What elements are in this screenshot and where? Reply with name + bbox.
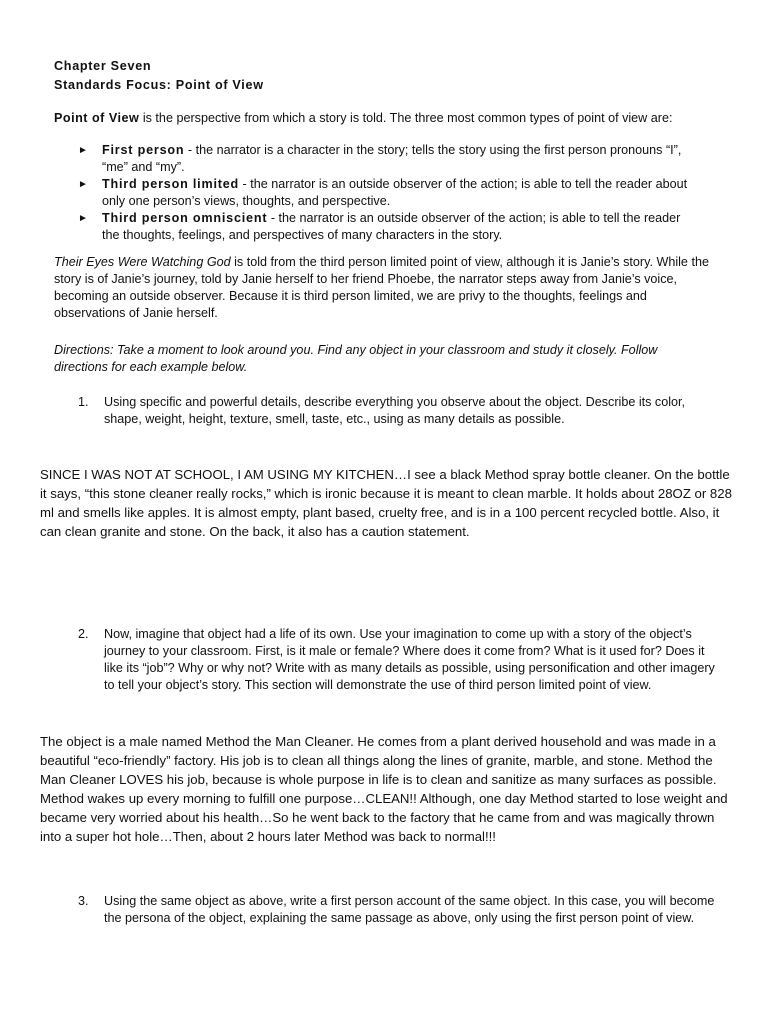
type-text: - the narrator is an outside observer of the action; is able to tell the reader about only one person’s views, thoughts, and perspective. [102,177,688,208]
arrow-bullet-icon: ► [78,145,88,156]
question-1 [78,394,718,428]
directions-text: Directions: Take a moment to look around you. Find any object in your classroom and study it closely. Follow directions for each example below. [54,343,658,374]
passage-text: is told from the third person limited point of view, although it is Janie’s story. While the story is of Janie’s journey, told by Janie herself to her friend Phoebe, the narrator steps away from Janie’s voice, becoming an outside observer. Because it is third person limited, we are privy to the thoughts, feelings and observations of Janie herself. [54,255,709,320]
question-number: 1. [78,395,89,409]
type-term: Third person limited [102,177,240,191]
type-term: First person [102,143,185,157]
question-number: 3. [78,894,89,908]
type-term: Third person omniscient [102,211,268,225]
book-title: Their Eyes Were Watching God [54,255,231,269]
intro-term: Point of View [54,111,140,125]
question-text: Now, imagine that object had a life of its own. Use your imagination to come up with a story of the object’s journey to your classroom. First, is it male or female? Where does it come from? What is it used for? Does it like its “job”? Why or why not? Write with as many details as possible, using personification and other imagery to tell your object’s story. This section will demonstrate the use of third person limited point of view. [104,627,715,692]
answer-2: The object is a male named Method the Man Cleaner. He comes from a plant derived household and was made in a beautiful “eco-friendly” factory. His job is to clean all things along the lines of granite, marble, and stone. Method the Man Cleaner LOVES his job, because is whole purpose in life is to clean and sanitize as many surfaces as possible. Method wakes up every morning to fulfill one purpose…CLEAN!! Although, one day Method started to lose weight and became very worried about his health…So he went back to the factory that he came from and was magically thrown into a super hot hole…Then, about 2 hours later Method was back to normal!!! [40,734,728,844]
intro-paragraph [54,110,714,127]
passage-paragraph [54,254,716,322]
question-3 [78,893,730,927]
chapter-heading: Chapter Seven [54,59,152,73]
intro-text: is the perspective from which a story is told. The three most common types of point of view are: [139,111,673,125]
list-item [78,176,690,210]
list-item [78,210,690,244]
list-item [78,142,690,176]
question-text: Using specific and powerful details, describe everything you observe about the object. Describe its color, shape, weight, height, texture, smell, taste, etc., using as many details as possible. [104,395,686,426]
pov-types-list [78,142,690,244]
question-2 [78,626,718,694]
arrow-bullet-icon: ► [78,213,88,224]
type-text: - the narrator is an outside observer of the action; is able to tell the reader the thoughts, feelings, and perspectives of many characters in the story. [102,211,681,242]
question-number: 2. [78,627,89,641]
type-text: - the narrator is a character in the story; tells the story using the first person pronouns “I”, “me” and “my”. [102,143,682,174]
answer-1: SINCE I WAS NOT AT SCHOOL, I AM USING MY KITCHEN…I see a black Method spray bottle cleaner. On the bottle it says, “this stone cleaner really rocks,” which is ironic because it is meant to clean marble. It holds about 28OZ or 828 ml and smells like apples. It is almost empty, plant based, cruelty free, and is in a 100 percent recycled bottle. Also, it can clean granite and stone. On the back, it also has a caution statement. [40,467,732,539]
question-text: Using the same object as above, write a first person account of the same object. In this case, you will become the persona of the object, explaining the same passage as above, only using the first person point of view. [104,894,715,925]
arrow-bullet-icon: ► [78,179,88,190]
standards-heading: Standards Focus: Point of View [54,78,264,92]
